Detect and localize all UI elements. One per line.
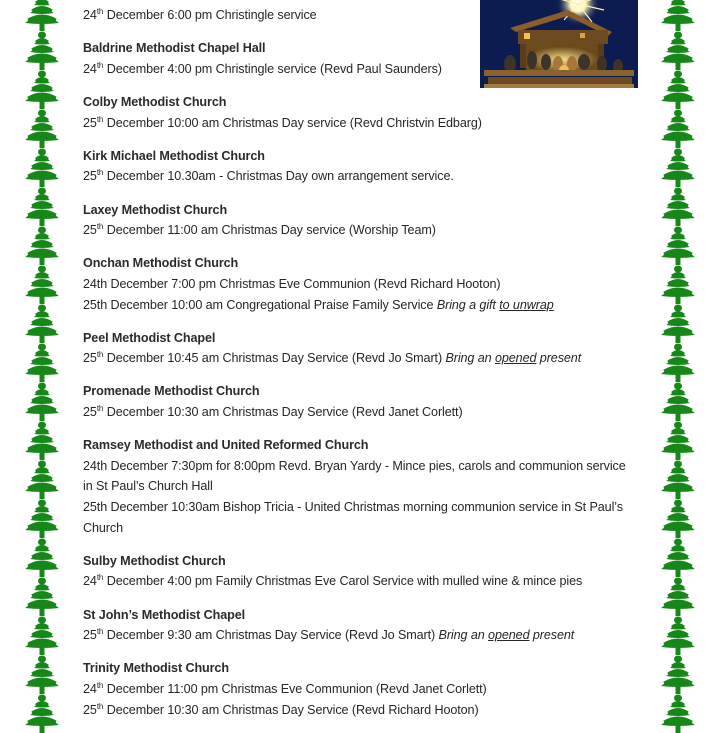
service-line [83,5,643,26]
christmas-tree-icon [657,148,699,187]
christmas-tree-icon [21,655,63,694]
church-name: Kirk Michael Methodist Church [83,148,265,163]
christmas-tree-icon [21,421,63,460]
ordinal-suffix: th [96,573,104,583]
service-details: December 11:00 pm Christmas Eve Communion (Revd Janet Corlett) [103,681,487,696]
note-text: Bring a gift [436,297,500,312]
christmas-tree-icon [657,109,699,148]
service-line [83,497,635,538]
service-day: 24 [83,681,97,696]
church-name: Colby Methodist Church [83,94,227,109]
note-text: present [536,351,582,366]
christmas-tree-icon [657,616,699,655]
church-name: St John’s Methodist Chapel [83,607,246,622]
ordinal-suffix: th [96,168,104,178]
christmas-tree-icon [21,226,63,265]
church-section [83,200,643,241]
church-name: Trinity Methodist Church [83,661,229,676]
service-day: 25 [83,405,97,420]
service-line [83,625,643,646]
service-line [83,59,643,80]
service-line [83,700,643,721]
service-details: December 4:00 pm Family Christmas Eve Carol Service with mulled wine & mince pies [103,574,583,589]
church-name: Peel Methodist Chapel [83,330,216,345]
church-name: Baldrine Methodist Chapel Hall [83,41,266,56]
christmas-tree-icon [657,382,699,421]
service-day: 25 [83,628,97,643]
christmas-tree-icon [657,265,699,304]
christmas-tree-icon [21,187,63,226]
christmas-tree-icon [657,343,699,382]
note-emphasis: opened [488,628,530,643]
christmas-tree-icon [657,421,699,460]
christmas-tree-icon [657,655,699,694]
service-line [83,220,643,241]
christmas-tree-icon [21,31,63,70]
ordinal-suffix: th [96,222,104,232]
service-details: December 10:45 am Christmas Day Service (Revd Jo Smart) [103,351,446,366]
service-day: 25 [83,223,97,238]
ordinal-suffix: th [96,7,104,16]
christmas-tree-icon [657,577,699,616]
ordinal-suffix: th [96,114,104,124]
christmas-tree-icon [21,109,63,148]
church-section [83,435,643,538]
christmas-tree-icon [657,31,699,70]
service-details: December 10:30 am Christmas Day Service (Revd Janet Corlett) [103,405,463,420]
service-line [83,456,635,497]
service-details: December 10.30am - Christmas Day own arrangement service. [103,169,454,184]
tree-border-left [17,0,67,732]
service-line [83,571,643,592]
christmas-tree-icon [21,460,63,499]
ordinal-suffix: th [96,60,104,70]
service-details: December 9:30 am Christmas Day Service (Revd Jo Smart) [103,628,439,643]
christmas-tree-icon [21,148,63,187]
service-day: 25 [83,351,97,366]
note-emphasis: opened [494,351,537,366]
tree-border-right [653,0,703,732]
note-text: present [529,628,575,643]
christmas-tree-icon [21,0,63,31]
service-note [439,628,575,642]
ordinal-suffix: th [96,350,104,360]
christmas-tree-icon [21,70,63,109]
service-details: December 10:30 am Christmas Day Service (Revd Richard Hooton) [103,702,479,717]
christmas-tree-icon [657,0,699,31]
christmas-tree-icon [657,70,699,109]
church-section [83,605,643,646]
service-line [83,166,643,187]
service-listings [83,5,643,733]
church-section [83,551,643,592]
service-details: December 4:00 pm Christingle service (Revd Paul Saunders) [103,61,442,76]
service-details: December 7:30pm for 8:00pm Revd. Bryan Yardy - Mince pies, carols and communion service in St Paul’s Church Hall [83,458,626,494]
christmas-tree-icon [657,226,699,265]
service-day: 24th [83,276,108,291]
service-line [83,348,643,369]
service-day: 24th [83,458,108,473]
christmas-tree-icon [21,616,63,655]
ordinal-suffix: th [96,627,104,637]
church-section [83,92,643,133]
christmas-tree-icon [21,343,63,382]
service-day: 24 [83,61,97,76]
service-details: December 10:00 am Christmas Day service (Revd Christvin Edbarg) [103,115,482,130]
service-day: 25th [83,500,108,515]
christmas-tree-icon [21,382,63,421]
christmas-tree-icon [657,460,699,499]
christmas-tree-icon [21,694,63,733]
christmas-tree-icon [657,538,699,577]
service-details: December 7:00 pm Christmas Eve Communion (Revd Richard Hooton) [107,276,501,291]
service-note [445,351,581,365]
church-name: Promenade Methodist Church [83,384,260,399]
christmas-tree-icon [21,577,63,616]
church-section [83,658,643,720]
christmas-tree-icon [21,538,63,577]
church-section [83,146,643,187]
church-section [83,328,643,369]
service-day: 24 [83,574,97,589]
service-details: December 10:30am Bishop Tricia - United Christmas morning communion service in St Paul’s Church [83,500,623,535]
service-day: 24 [83,8,97,22]
note-text: Bring an [445,351,495,366]
church-section [83,38,643,79]
christmas-tree-icon [21,265,63,304]
ordinal-suffix: th [96,404,104,414]
church-name: Ramsey Methodist and United Reformed Church [83,438,369,453]
service-day: 25th [83,297,108,312]
ordinal-suffix: th [96,701,104,711]
service-line [83,274,643,295]
service-note [437,298,554,312]
service-day: 25 [83,115,97,130]
note-emphasis: to unwrap [499,297,554,312]
church-section [83,253,643,315]
christmas-tree-icon [657,187,699,226]
service-line [83,113,643,134]
church-section [83,381,643,422]
service-details: December 10:00 am Congregational Praise Family Service [107,297,437,312]
service-day: 25 [83,702,97,717]
church-name: Onchan Methodist Church [83,256,239,271]
christmas-tree-icon [657,694,699,733]
service-day: 25 [83,169,97,184]
christmas-tree-icon [21,499,63,538]
service-line [83,402,643,423]
service-line [83,679,643,700]
christmas-tree-icon [21,304,63,343]
church-section [83,5,643,26]
church-name: Laxey Methodist Church [83,202,228,217]
note-text: Bring an [438,628,489,643]
service-details: December 6:00 pm Christingle service [103,8,317,22]
christmas-tree-icon [657,304,699,343]
christmas-tree-icon [657,499,699,538]
church-name: Sulby Methodist Church [83,553,226,568]
service-line [83,295,643,316]
service-details: December 11:00 am Christmas Day service (Worship Team) [103,223,436,238]
ordinal-suffix: th [96,680,104,690]
